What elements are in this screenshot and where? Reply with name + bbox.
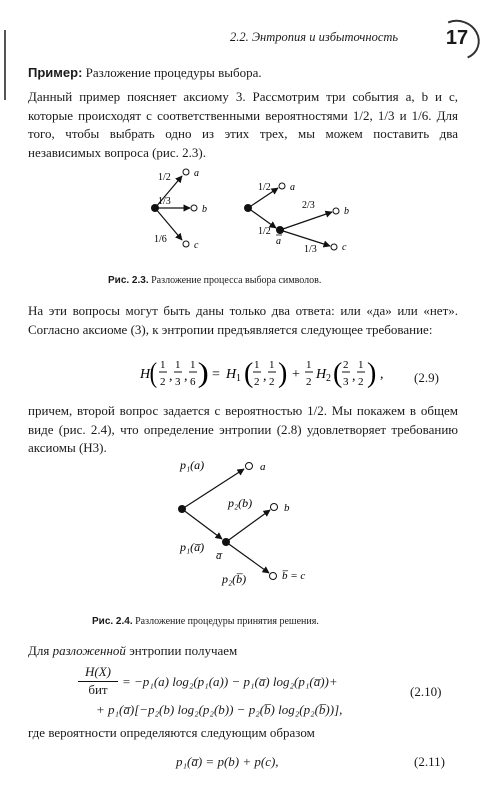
fig23-right-label-a: a xyxy=(290,182,295,193)
fig24-leaf-a xyxy=(246,463,253,470)
fig23-left-prob-c: 1/6 xyxy=(154,234,167,245)
equation-2-9 xyxy=(140,352,420,396)
svg-text:2: 2 xyxy=(254,376,260,388)
fig24-leaf-b xyxy=(271,504,278,511)
fig24-label-pa: p₁(a) xyxy=(180,458,205,472)
svg-text:2: 2 xyxy=(343,359,349,371)
svg-text:2: 2 xyxy=(306,376,312,388)
svg-text:=: = xyxy=(212,367,220,382)
svg-text:2: 2 xyxy=(358,376,364,388)
fig24-branch-abar xyxy=(182,509,222,539)
svg-text:1: 1 xyxy=(236,373,241,384)
figure-2-3 xyxy=(140,168,370,263)
svg-text:+: + xyxy=(292,367,300,382)
fig24-label-pbbar: p₂(b̅) xyxy=(222,572,247,586)
svg-text:,: , xyxy=(263,369,267,384)
fig23-caption-text: Разложение процесса выбора символов. xyxy=(148,275,322,286)
fig23-right-leaf-a xyxy=(279,183,285,189)
svg-text:2: 2 xyxy=(326,373,331,384)
svg-text:(: ( xyxy=(333,358,343,389)
fig24-branch-b xyxy=(226,510,270,542)
binding-edge xyxy=(4,30,6,100)
fig23-left-leaf-a xyxy=(183,169,189,175)
fig23-right-leaf-c xyxy=(331,244,337,250)
svg-text:,: , xyxy=(380,367,384,382)
svg-text:(: ( xyxy=(244,358,254,389)
page-number: 17 xyxy=(445,27,469,49)
equation-2-9-number: (2.9) xyxy=(414,370,439,385)
fig24-caption-text: Разложение процедуры принятия решения. xyxy=(132,616,319,627)
fig24-branch-bbar xyxy=(226,542,269,573)
fig23-left-prob-a: 1/2 xyxy=(158,172,171,183)
figure-2-4 xyxy=(160,455,360,590)
svg-text:3: 3 xyxy=(175,376,181,388)
svg-text:1: 1 xyxy=(160,359,166,371)
p4-italic: разложенной xyxy=(52,643,126,658)
equation-2-10-number: (2.10) xyxy=(410,684,442,699)
equation-2-10-line-1: = −p₁(a) log₂(p₁(a)) − p₁(a̅) log₂(p₁(a̅))+ xyxy=(122,674,338,689)
fig24-label-pb: p₂(b) xyxy=(228,496,253,510)
fig23-right-label-c: c xyxy=(342,242,347,253)
svg-text:2: 2 xyxy=(269,376,275,388)
svg-text:): ) xyxy=(367,358,377,389)
fig24-caption-label: Рис. 2.4. xyxy=(92,616,133,627)
p4-suffix: энтропии получаем xyxy=(125,643,238,658)
fig24-leaf-bbar xyxy=(270,573,277,580)
fig23-left-prob-b: 1/3 xyxy=(158,196,171,207)
svg-text:,: , xyxy=(169,369,173,384)
equation-2-10-line-2: + p₁(a̅)[−p₂(b) log₂(p₂(b)) − p₂(b̅) log₂(p₂(b̅))], xyxy=(96,702,343,717)
fig23-right-branch-abar xyxy=(248,208,276,228)
fig24-label-bbar-eq-c: b̅ = c xyxy=(282,570,306,582)
paragraph-3: причем, второй вопрос задается с вероятностью 1/2. Мы покажем в общем виде (рис. 2.4), что определение энтропии (2.8) удовлетворяет требованию аксиомы (Н3). xyxy=(28,403,458,455)
svg-text:H: H xyxy=(226,367,237,382)
example-label: Пример: xyxy=(28,65,83,80)
svg-text:1: 1 xyxy=(190,359,196,371)
figure-2-4-caption xyxy=(92,616,319,627)
svg-text:(: ( xyxy=(149,357,158,389)
svg-text:H: H xyxy=(316,367,327,382)
fig24-label-b: b xyxy=(284,502,290,514)
paragraph-2: На эти вопросы могут быть даны только два ответа: или «да» или «нет». Согласно аксиоме (3), к энтропии предъявляется следующее требование: xyxy=(28,303,458,337)
fig23-right-branch-b xyxy=(280,212,332,230)
svg-text:): ) xyxy=(278,358,288,389)
fig23-left-label-c: c xyxy=(194,240,199,251)
fig23-right-prob-c: 1/3 xyxy=(304,244,317,255)
svg-text:1: 1 xyxy=(358,359,364,371)
svg-text:,: , xyxy=(184,369,188,384)
fig23-right-label-b: b xyxy=(344,206,349,217)
running-title: 2.2. Энтропия и избыточность xyxy=(230,30,399,44)
fig23-left-leaf-b xyxy=(191,205,197,211)
equation-2-11: p₁(a̅) = p(b) + p(c), xyxy=(176,754,279,769)
fig23-right-prob-b: 2/3 xyxy=(302,200,315,211)
eq210-lhs-numerator: H(X) xyxy=(78,664,118,682)
svg-text:1: 1 xyxy=(175,359,181,371)
fig23-right-leaf-b xyxy=(333,208,339,214)
p4-prefix: Для xyxy=(28,643,53,658)
fig23-right-label-abar: a xyxy=(276,236,281,247)
fig24-label-a: a xyxy=(260,461,266,473)
fig23-caption-label: Рис. 2.3. xyxy=(108,275,149,286)
example-title: Разложение процедуры выбора. xyxy=(82,65,262,80)
svg-text:1: 1 xyxy=(306,359,312,371)
eq210-lhs-denominator: бит xyxy=(88,682,108,697)
svg-text:6: 6 xyxy=(190,376,196,388)
svg-text:,: , xyxy=(352,369,356,384)
fig23-right-prob-top: 1/2 xyxy=(258,182,271,193)
svg-text:3: 3 xyxy=(343,376,349,388)
example-heading xyxy=(28,64,458,83)
figure-2-3-caption xyxy=(108,275,321,286)
fig24-label-abar: a̅ xyxy=(216,550,222,562)
paragraph-5: где вероятности определяются следующим образом xyxy=(28,725,315,740)
svg-text:1: 1 xyxy=(269,359,275,371)
fig23-right-prob-bottom: 1/2 xyxy=(258,226,271,237)
equation-2-11-number: (2.11) xyxy=(414,754,445,769)
fig23-left-label-a: a xyxy=(194,168,199,179)
paragraph-1: Данный пример поясняет аксиому 3. Рассмотрим три события a, b и c, которые происходят с соответственными вероятностями 1/2, 1/3 и 1/6. Для того, чтобы выбрать одно из этих трех, мы можем поставить два независимых вопроса (рис. 2.3). xyxy=(28,89,458,160)
fig24-label-pabar: p₁(a̅) xyxy=(180,540,205,554)
svg-text:2: 2 xyxy=(160,376,166,388)
svg-text:H: H xyxy=(140,367,151,382)
fig23-left-leaf-c xyxy=(183,241,189,247)
paragraph-4 xyxy=(28,642,458,661)
equation-2-10-lhs xyxy=(78,664,118,698)
svg-text:): ) xyxy=(197,356,209,389)
fig23-left-label-b: b xyxy=(202,204,207,215)
svg-text:1: 1 xyxy=(254,359,260,371)
